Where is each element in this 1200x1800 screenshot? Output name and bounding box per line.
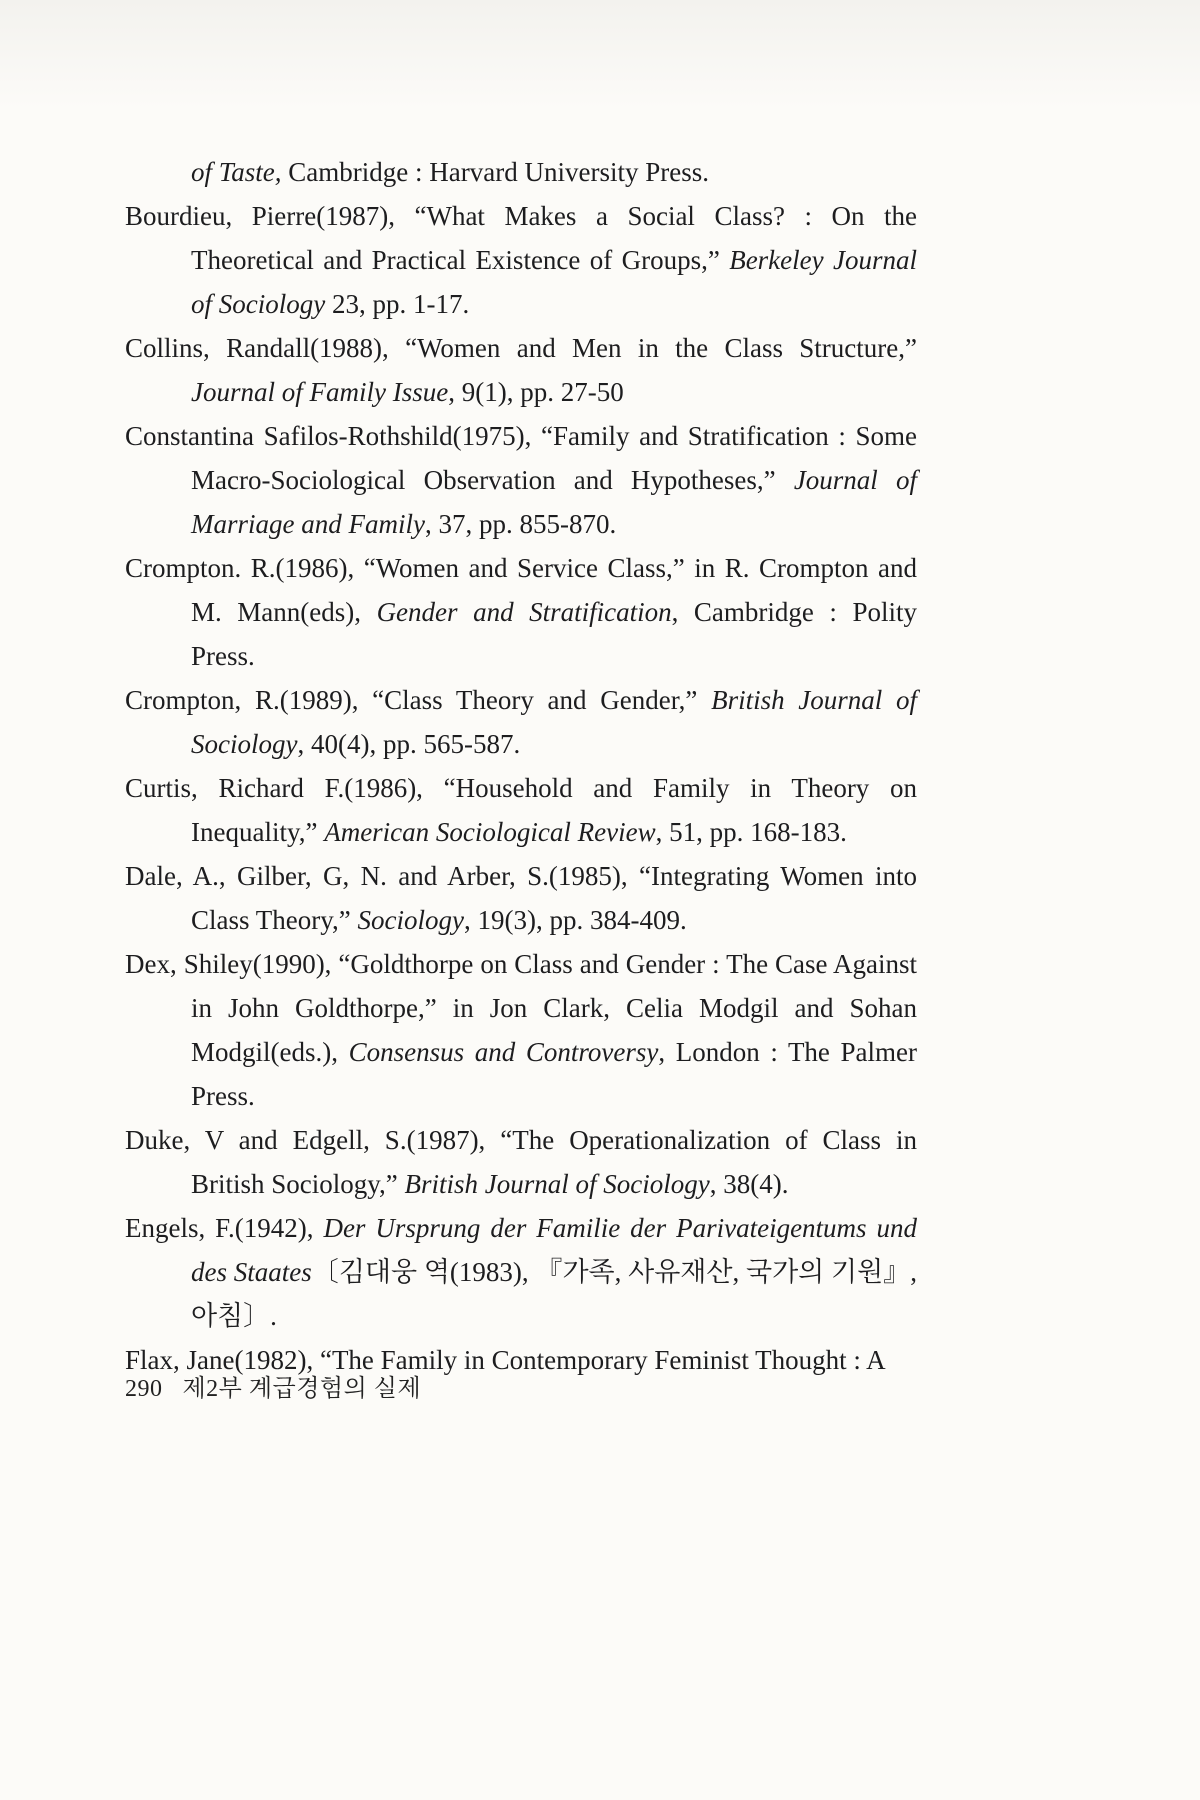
- reference-entry: [125, 854, 917, 942]
- footer-section-title: 제2부 계급경험의 실제: [182, 1376, 422, 1402]
- work-title: Journal of Family Issue: [191, 377, 449, 407]
- reference-text: Cambridge : Harvard University Press.: [288, 157, 709, 187]
- reference-entry: [125, 766, 917, 854]
- reference-entry: [125, 194, 917, 326]
- reference-text: Crompton, R.(1989), “Class Theory and Gender,”: [125, 685, 712, 715]
- work-title: Gender and Stratification: [376, 597, 672, 627]
- work-title: British Journal of Sociology: [191, 685, 918, 759]
- references-list: [125, 150, 917, 1382]
- reference-text: Dex, Shiley(1990), “Goldthorpe on Class and Gender : The Case Against in John Goldthorpe,” in Jon Clark, Celia Modgil and Sohan Modgil(eds.),: [125, 949, 917, 1067]
- reference-text: Dale, A., Gilber, G, N. and Arber, S.(1985), “Integrating Women into Class Theory,”: [125, 861, 917, 935]
- reference-text: , Cambridge : Polity Press.: [191, 597, 917, 671]
- reference-entry: [125, 414, 917, 546]
- work-title: Journal of Marriage and Family: [191, 465, 917, 539]
- reference-text: , 38(4).: [709, 1169, 789, 1199]
- reference-text: Constantina Safilos-Rothshild(1975), “Family and Stratification : Some Macro-Sociological Observation and Hypotheses,”: [125, 421, 917, 495]
- reference-text: , 51, pp. 168-183.: [655, 817, 847, 847]
- reference-entry: [125, 678, 917, 766]
- reference-text: Bourdieu, Pierre(1987), “What Makes a Social Class? : On the Theoretical and Practical Existence of Groups,”: [125, 201, 917, 275]
- work-title: Consensus and Controversy: [348, 1037, 659, 1067]
- reference-text: Flax, Jane(1982), “The Family in Contemporary Feminist Thought : A: [125, 1345, 886, 1375]
- reference-text: , London : The Palmer Press.: [191, 1037, 918, 1111]
- reference-text: Curtis, Richard F.(1986), “Household and Family in Theory on Inequality,”: [125, 773, 917, 847]
- reference-text: 〔김대웅 역(1983), 『가족, 사유재산, 국가의 기원』, 아침〕.: [191, 1257, 917, 1331]
- reference-text: Collins, Randall(1988), “Women and Men in the Class Structure,”: [125, 333, 917, 363]
- reference-entry: [125, 942, 917, 1118]
- reference-entry: [125, 1206, 917, 1338]
- work-title: Der Ursprung der Familie der Parivateigentums und des Staates: [191, 1213, 918, 1287]
- work-title: Berkeley Journal of Sociology: [191, 245, 917, 319]
- reference-text: , 9(1), pp. 27-50: [448, 377, 624, 407]
- reference-entry: [125, 150, 917, 194]
- reference-text: Duke, V and Edgell, S.(1987), “The Operationalization of Class in British Sociology,”: [125, 1125, 917, 1199]
- page-footer: [125, 1368, 421, 1403]
- work-title: of Taste,: [191, 157, 289, 187]
- work-title: British Journal of Sociology: [404, 1169, 710, 1199]
- work-title: Sociology: [357, 905, 464, 935]
- reference-entry: [125, 546, 917, 678]
- reference-text: , 37, pp. 855-870.: [424, 509, 617, 539]
- reference-text: , 40(4), pp. 565-587.: [297, 729, 521, 759]
- reference-entry: [125, 326, 917, 414]
- reference-text: 23, pp. 1-17.: [325, 289, 470, 319]
- page-number: 290: [125, 1376, 163, 1402]
- reference-text: Crompton. R.(1986), “Women and Service Class,” in R. Crompton and M. Mann(eds),: [125, 553, 917, 627]
- reference-text: , 19(3), pp. 384-409.: [463, 905, 687, 935]
- reference-entry: [125, 1118, 917, 1206]
- reference-text: Engels, F.(1942),: [125, 1213, 324, 1243]
- work-title: American Sociological Review: [324, 817, 656, 847]
